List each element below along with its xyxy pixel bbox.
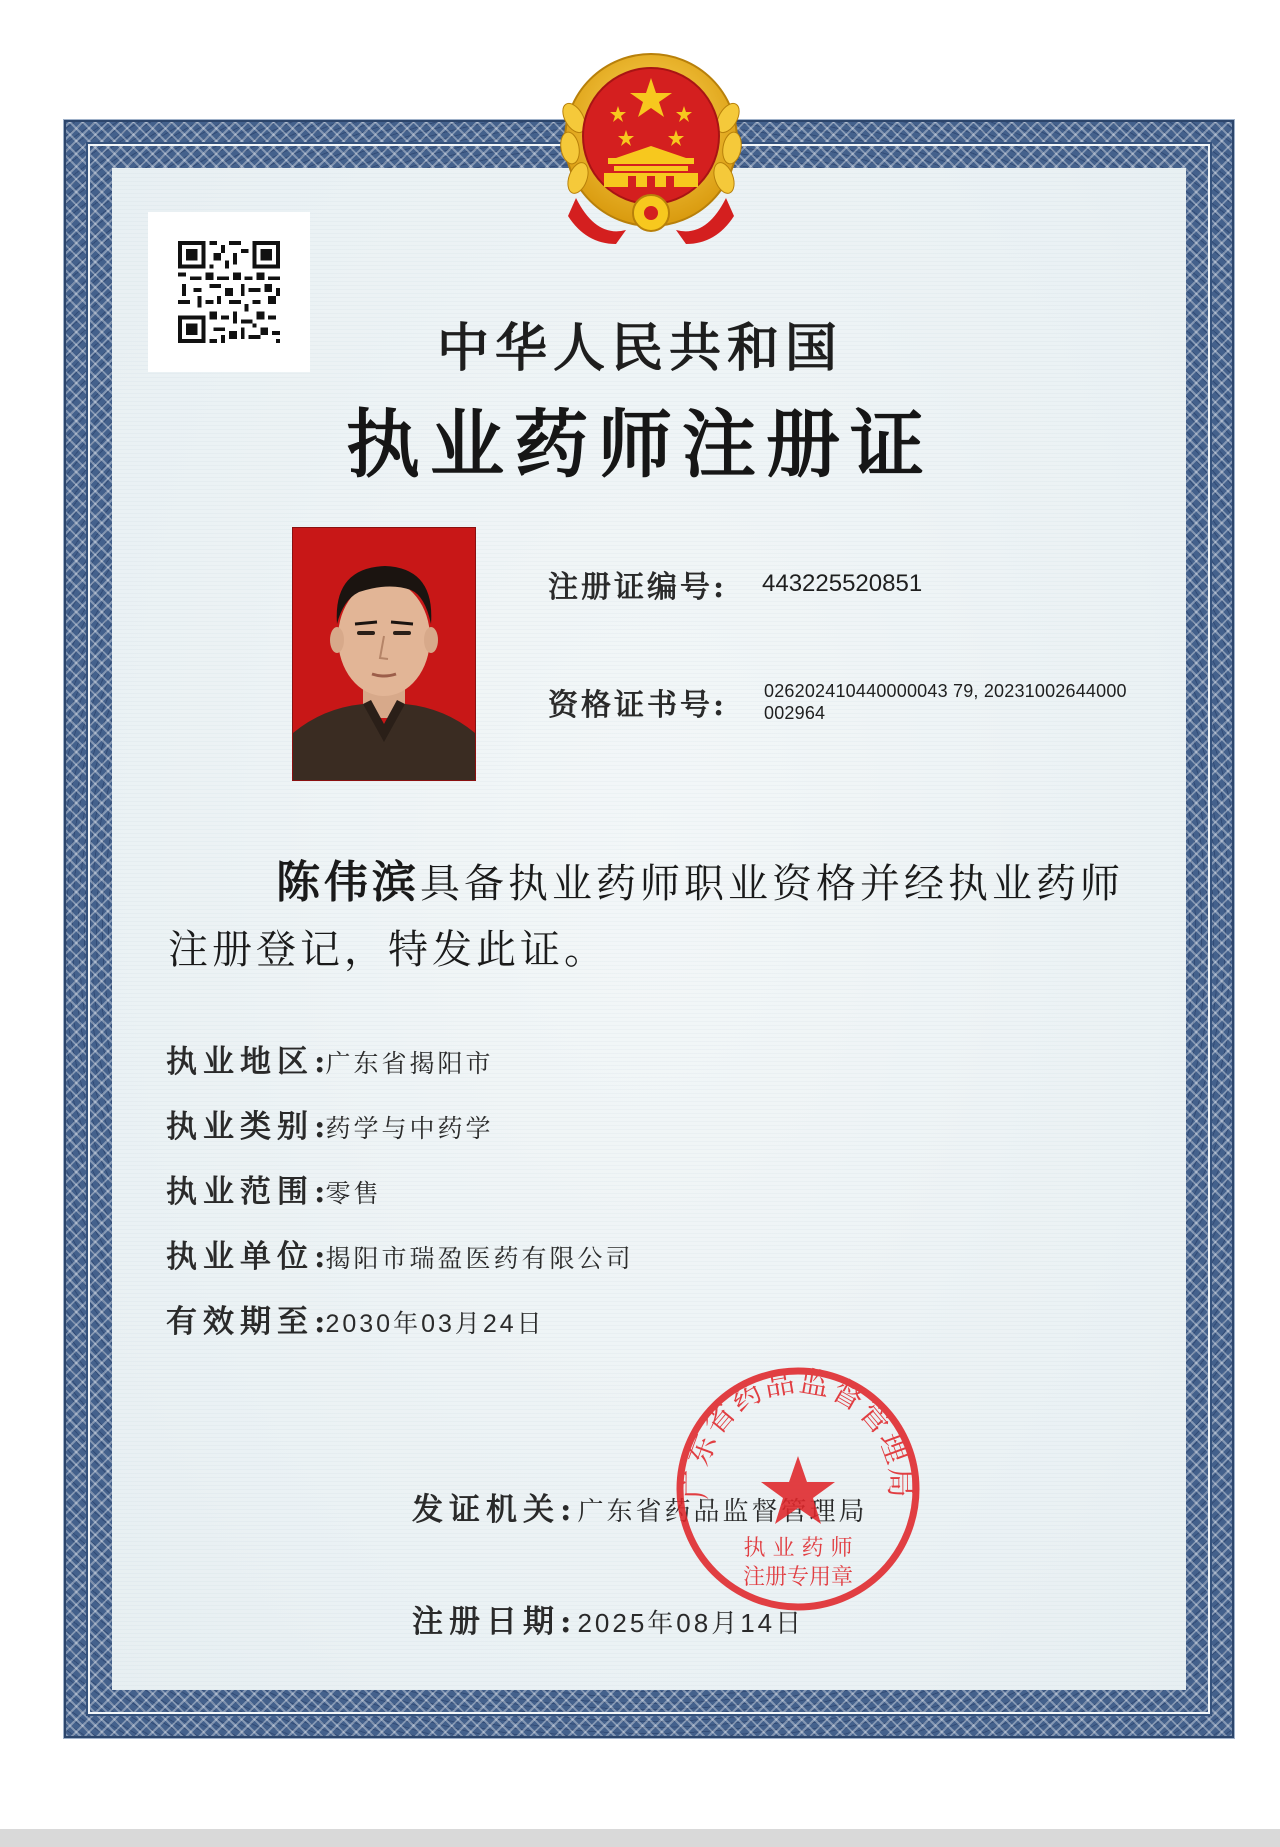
reg-date-label: 注册日期 bbox=[412, 1604, 560, 1640]
issuer-label: 发证机关 bbox=[412, 1492, 560, 1528]
detail-label: 执业地区 bbox=[166, 1044, 314, 1080]
detail-label: 有效期至 bbox=[166, 1304, 314, 1340]
reg-date-row: 注册日期:2025年08月14日 bbox=[412, 1604, 805, 1640]
statement-text: 具备执业药师职业资格并经执业药师注册登记，特发此证。 bbox=[168, 861, 1124, 973]
official-seal-icon bbox=[673, 1364, 923, 1614]
qual-no-line-2: 002964 bbox=[764, 703, 826, 723]
qual-no-label: 资格证书号: bbox=[548, 688, 728, 723]
issuer-row: 发证机关:广东省药品监督管理局 bbox=[412, 1492, 868, 1528]
bottom-strip bbox=[0, 1829, 1280, 1847]
detail-value: 广东省揭阳市 bbox=[325, 1049, 494, 1078]
portrait-icon bbox=[293, 528, 475, 780]
detail-row-region: 执业地区:广东省揭阳市 bbox=[166, 1044, 494, 1080]
qual-no-value bbox=[764, 680, 1127, 724]
detail-value: 零售 bbox=[325, 1179, 382, 1208]
detail-value: 揭阳市瑞盈医药有限公司 bbox=[325, 1244, 634, 1273]
issuer-value: 广东省药品监督管理局 bbox=[577, 1497, 868, 1527]
national-emblem-icon bbox=[556, 48, 746, 248]
seal-line-1: 执 业 药 师 bbox=[743, 1536, 853, 1561]
detail-label: 执业类别 bbox=[166, 1109, 314, 1145]
detail-label: 执业单位 bbox=[166, 1239, 314, 1275]
certificate-title: 执业药师注册证 bbox=[346, 402, 934, 488]
seal-arc-text: 广东省药品监督管理局 bbox=[678, 1364, 918, 1500]
holder-name: 陈伟滨 bbox=[276, 857, 420, 908]
seal-line-2: 注册专用章 bbox=[742, 1565, 854, 1590]
detail-row-category: 执业类别:药学与中药学 bbox=[166, 1109, 494, 1145]
detail-label: 执业范围 bbox=[166, 1174, 314, 1210]
reg-no-label: 注册证编号: bbox=[548, 570, 728, 605]
detail-row-scope: 执业范围:零售 bbox=[166, 1174, 382, 1210]
reg-no-value: 443225520851 bbox=[762, 570, 923, 597]
country-title: 中华人民共和国 bbox=[436, 318, 843, 379]
detail-value: 2030年03月24日 bbox=[325, 1310, 545, 1338]
detail-row-employer: 执业单位:揭阳市瑞盈医药有限公司 bbox=[166, 1239, 634, 1275]
qual-no-line-1: 026202410440000043 79, 20231002644000 bbox=[764, 681, 1127, 701]
detail-value: 药学与中药学 bbox=[325, 1114, 494, 1143]
certification-statement bbox=[168, 850, 1148, 983]
reg-date-value: 2025年08月14日 bbox=[577, 1608, 805, 1638]
detail-row-valid-until: 有效期至:2030年03月24日 bbox=[166, 1304, 545, 1340]
holder-photo bbox=[293, 528, 475, 780]
